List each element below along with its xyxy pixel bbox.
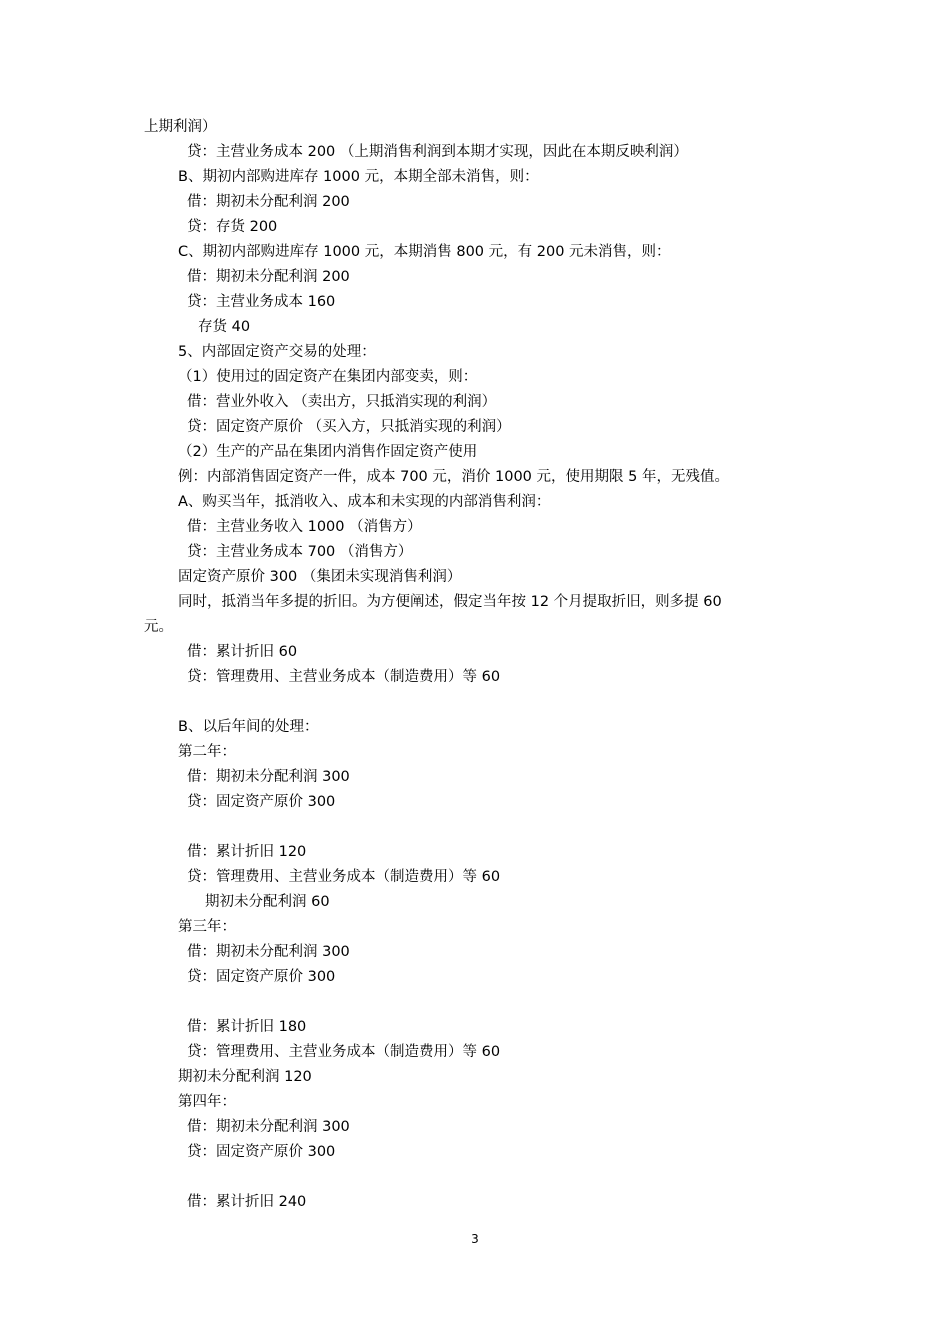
text-line: 期初未分配利润 120	[178, 1069, 312, 1085]
text-line: 借：期初未分配利润 200	[187, 269, 350, 285]
text-line: 第四年：	[178, 1094, 236, 1110]
text-line: 期初未分配利润 60	[205, 894, 330, 910]
text-line: 贷：管理费用、主营业务成本（制造费用）等 60	[187, 869, 501, 885]
text-line: 借：累计折旧 120	[187, 844, 307, 860]
text-line: 贷：主营业务成本 160	[187, 294, 336, 310]
text-line: C、期初内部购进库存 1000 元，本期消售 800 元，有 200 元未消售，则：	[178, 244, 671, 260]
text-line: 第二年：	[178, 744, 236, 760]
text-line: 例：内部消售固定资产一件，成本 700 元，消价 1000 元，使用期限 5 年，无残值。	[178, 469, 729, 485]
text-line: 存货 40	[198, 319, 251, 335]
text-line: 借：主营业务收入 1000 （消售方）	[187, 519, 422, 535]
text-line: 贷：固定资产原价 300	[187, 969, 336, 985]
text-line: 借：期初未分配利润 300	[187, 769, 350, 785]
text-line: 上期利润）	[144, 119, 217, 135]
text-line: 第三年：	[178, 919, 236, 935]
text-line: B、期初内部购进库存 1000 元，本期全部未消售，则：	[178, 169, 539, 185]
text-line: B、以后年间的处理：	[178, 719, 319, 735]
text-line: 贷：固定资产原价 300	[187, 1144, 336, 1160]
text-line: 贷：主营业务成本 200 （上期消售利润到本期才实现，因此在本期反映利润）	[187, 144, 688, 160]
text-line: 贷：存货 200	[187, 219, 278, 235]
text-line: （2）生产的产品在集团内消售作固定资产使用	[178, 444, 478, 460]
text-line: A、购买当年，抵消收入、成本和未实现的内部消售利润：	[178, 494, 551, 510]
text-line: 借：营业外收入 （卖出方，只抵消实现的利润）	[187, 394, 497, 410]
text-line: 贷：固定资产原价 300	[187, 794, 336, 810]
text-line: 借：期初未分配利润 300	[187, 1119, 350, 1135]
text-line: 贷：管理费用、主营业务成本（制造费用）等 60	[187, 669, 501, 685]
text-line: 贷：固定资产原价 （买入方，只抵消实现的利润）	[187, 419, 511, 435]
text-line: 贷：主营业务成本 700 （消售方）	[187, 544, 413, 560]
section-heading: 5、内部固定资产交易的处理：	[178, 344, 376, 360]
page-number: 3	[471, 1232, 479, 1246]
text-line: 固定资产原价 300 （集团未实现消售利润）	[178, 569, 462, 585]
text-line: 借：累计折旧 180	[187, 1019, 307, 1035]
text-line: 元。	[144, 619, 173, 635]
text-line: 借：期初未分配利润 200	[187, 194, 350, 210]
text-line: 同时，抵消当年多提的折旧。为方便阐述，假定当年按 12 个月提取折旧，则多提 60	[178, 594, 722, 610]
text-line: （1）使用过的固定资产在集团内部变卖，则：	[178, 369, 478, 385]
text-line: 贷：管理费用、主营业务成本（制造费用）等 60	[187, 1044, 501, 1060]
text-line: 借：累计折旧 240	[187, 1194, 307, 1210]
text-line: 借：累计折旧 60	[187, 644, 298, 660]
text-line: 借：期初未分配利润 300	[187, 944, 350, 960]
